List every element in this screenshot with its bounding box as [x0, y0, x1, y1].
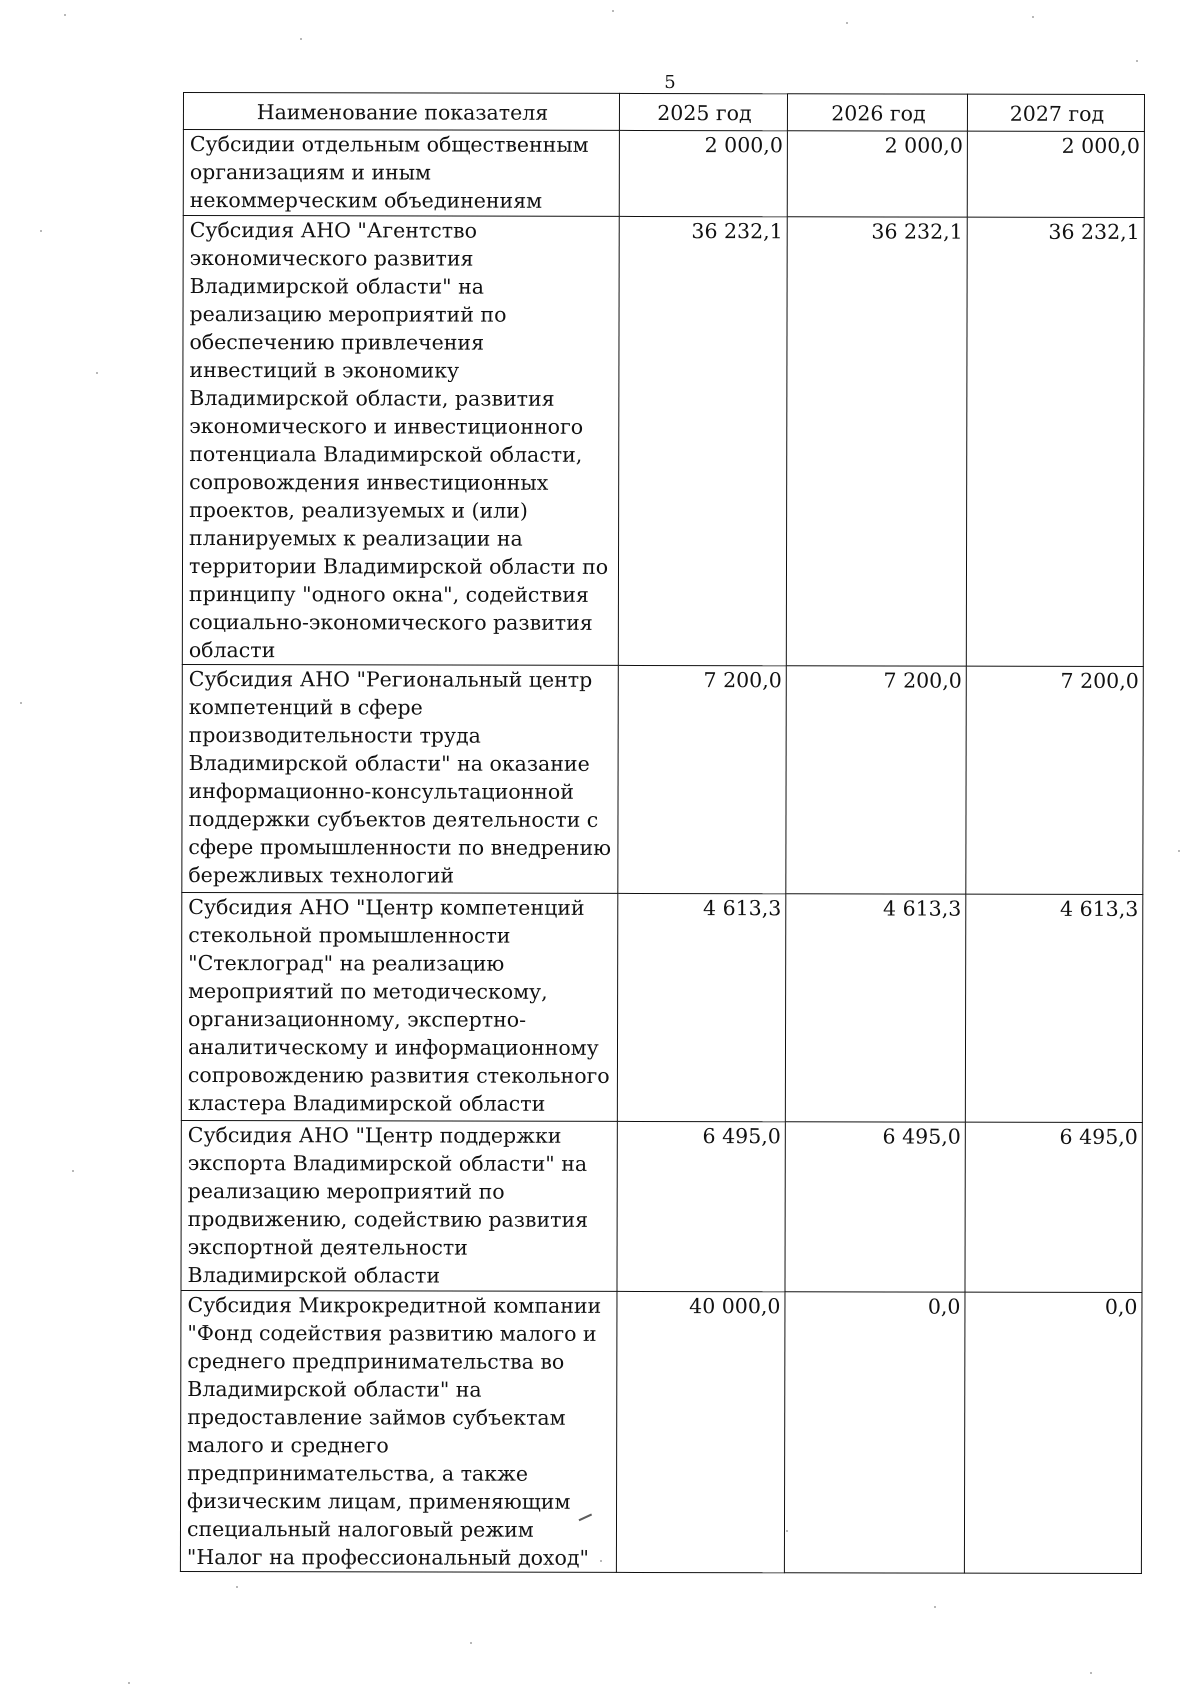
row-value-2025: 7 200,0: [618, 665, 786, 893]
scan-speck: [600, 1560, 602, 1562]
row-value-2027: 6 495,0: [965, 1122, 1142, 1292]
scan-speck: [40, 230, 42, 232]
row-value-2027: 7 200,0: [966, 666, 1143, 894]
header-year-2025: 2025 год: [619, 93, 787, 130]
scan-speck: [934, 1606, 936, 1608]
row-value-2025: 2 000,0: [619, 130, 787, 216]
budget-table: [180, 92, 1145, 1574]
scan-speck: [20, 702, 22, 704]
row-indicator-name: Субсидия АНО "Региональный центр компетенций в сфере производительности труда Владимирской области" на оказание информационно-консультационной поддержки субъектов деятельности с сфере промышленности по внедрению бережливых технологий: [182, 664, 618, 893]
row-indicator-name: Субсидия АНО "Агентство экономического развития Владимирской области" на реализацию мероприятий по обеспечению привлечения инвестиций в экономику Владимирской области, развития экономического и инвестиционного потенциала Владимирской области, сопровождения инвестиционных проектов, реализуемых и (или) планируемых к реализации на территории Владимирской области по принципу "одного окна", содействия социально-экономического развития области: [182, 216, 619, 666]
table-row: [181, 1120, 1142, 1292]
row-value-2025: 4 613,3: [617, 893, 785, 1121]
page-number: 5: [664, 72, 676, 93]
table-row: [182, 664, 1143, 894]
row-value-2026: 2 000,0: [787, 131, 967, 217]
scan-speck: [612, 10, 614, 12]
table-row: [181, 892, 1142, 1122]
row-indicator-name: Субсидия Микрокредитной компании "Фонд содействия развитию малого и среднего предпринимательства во Владимирской области" на предоставление займов субъектам малого и среднего предпринимательства, а также физическим лицам, применяющим специальный налоговый режим "Налог на профессиональный доход": [180, 1290, 617, 1572]
scan-speck: [470, 1642, 472, 1644]
scan-speck: [64, 14, 66, 16]
scan-speck: [300, 38, 302, 40]
row-value-2026: 7 200,0: [786, 666, 966, 894]
header-year-2026: 2026 год: [787, 94, 967, 131]
scan-speck: [1178, 850, 1180, 852]
scan-speck: [128, 1682, 130, 1684]
scan-speck: [96, 372, 98, 374]
header-indicator-name: Наименование показателя: [183, 93, 619, 131]
row-value-2027: 2 000,0: [967, 131, 1144, 217]
row-value-2027: 0,0: [964, 1292, 1142, 1573]
row-indicator-name: Субсидии отдельным общественным организациям и иным некоммерческим объединениям: [183, 130, 619, 217]
scan-speck: [1136, 60, 1138, 62]
row-value-2025: 40 000,0: [616, 1291, 785, 1572]
row-value-2025: 6 495,0: [617, 1121, 785, 1291]
row-value-2026: 36 232,1: [786, 217, 967, 666]
table-row: [180, 1290, 1142, 1573]
scan-speck: [72, 1170, 74, 1172]
row-value-2026: 6 495,0: [785, 1122, 965, 1292]
scan-speck: [236, 1586, 238, 1588]
table-header-row: [183, 93, 1144, 132]
row-value-2027: 36 232,1: [966, 217, 1144, 666]
scan-speck: [1090, 1672, 1092, 1674]
table-row: [183, 130, 1144, 218]
header-year-2027: 2027 год: [967, 94, 1144, 131]
row-value-2027: 4 613,3: [965, 894, 1142, 1122]
row-indicator-name: Субсидия АНО "Центр поддержки экспорта Владимирской области" на реализацию мероприятий по продвижению, содействию развития экспортной деятельности Владимирской области: [181, 1120, 617, 1291]
table-row: [182, 216, 1144, 667]
scan-speck: [1032, 16, 1034, 18]
row-indicator-name: Субсидия АНО "Центр компетенций стекольной промышленности "Стеклоград" на реализацию мероприятий по методическому, организационному, экспертно-аналитическому и информационному сопровождению развития стекольного кластера Владимирской области: [181, 892, 617, 1121]
row-value-2026: 4 613,3: [785, 894, 965, 1122]
row-value-2026: 0,0: [784, 1292, 965, 1573]
scan-speck: [846, 22, 848, 24]
scan-speck: [786, 1530, 788, 1532]
row-value-2025: 36 232,1: [618, 216, 787, 665]
